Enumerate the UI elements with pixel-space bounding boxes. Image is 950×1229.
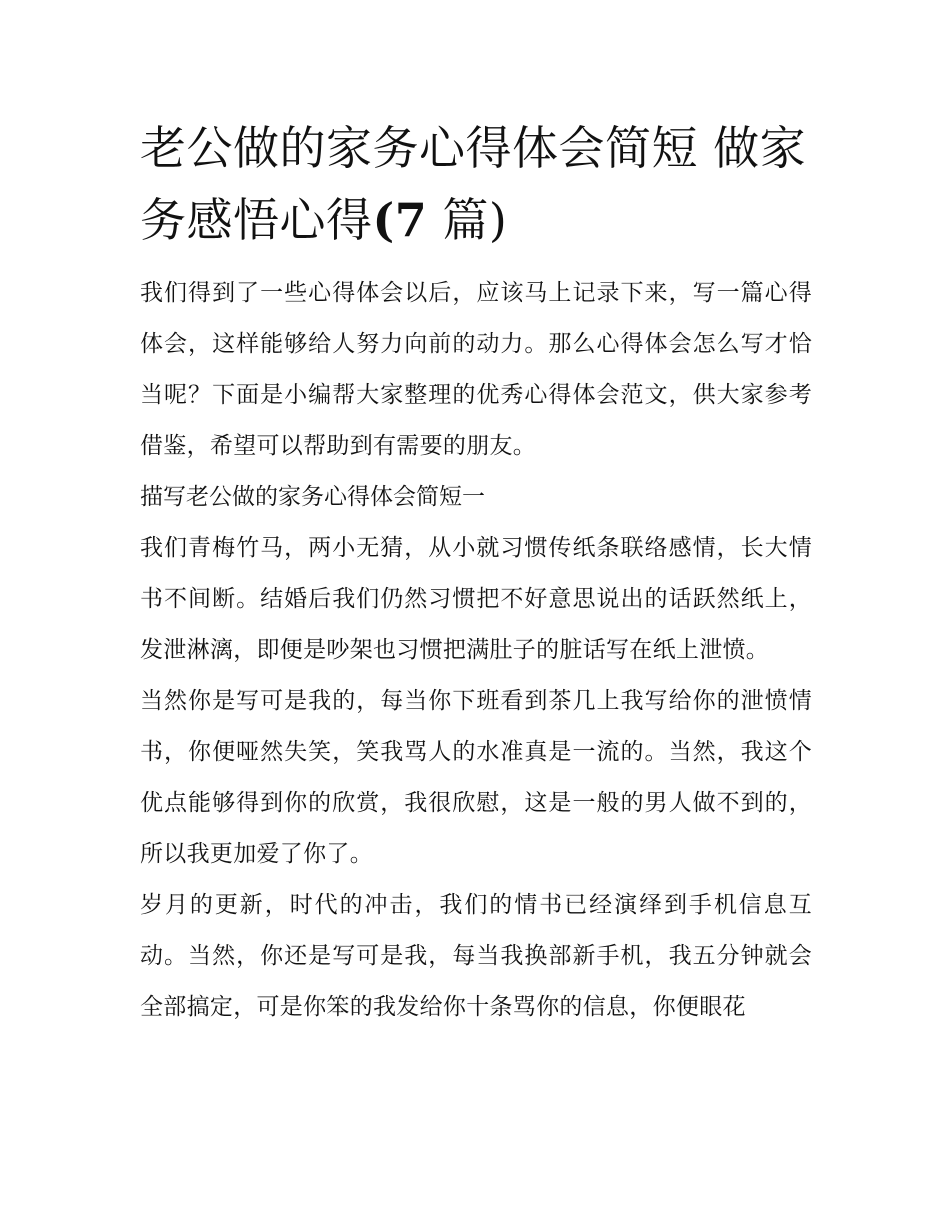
body-paragraph: 我们青梅竹马，两小无猜，从小就习惯传纸条联络感情，长大情书不间断。结婚后我们仍然习惯把不好意思说出的话跃然纸上，发泄淋漓，即便是吵架也习惯把满肚子的脏话写在纸上泄愤。 [140,535,812,663]
section-heading: 描写老公做的家务心得体会简短一 [140,484,485,510]
body-paragraph: 当然你是写可是我的，每当你下班看到茶几上我写给你的泄愤情书，你便哑然失笑，笑我骂人的水准真是一流的。当然，我这个优点能够得到你的欣赏，我很欣慰，这是一般的男人做不到的，所以我更加爱了你了。 [140,688,812,867]
document-title-suffix: 篇) [427,193,508,247]
intro-paragraph: 我们得到了一些心得体会以后，应该马上记录下来，写一篇心得体会，这样能够给人努力向前的动力。那么心得体会怎么写才恰当呢？下面是小编帮大家整理的优秀心得体会范文，供大家参考借鉴，希望可以帮助到有需要的朋友。 [140,280,812,459]
document-title [140,112,812,256]
document-title-main: 老公做的家务心得体会简短 做家务感悟心得 [140,121,807,247]
document-content [140,112,812,1033]
document-title-count: (7 [372,193,428,247]
body-paragraph: 岁月的更新，时代的冲击，我们的情书已经演绎到手机信息互动。当然，你还是写可是我，每当我换部新手机，我五分钟就会全部搞定，可是你笨的我发给你十条骂你的信息，你便眼花 [140,892,812,1020]
